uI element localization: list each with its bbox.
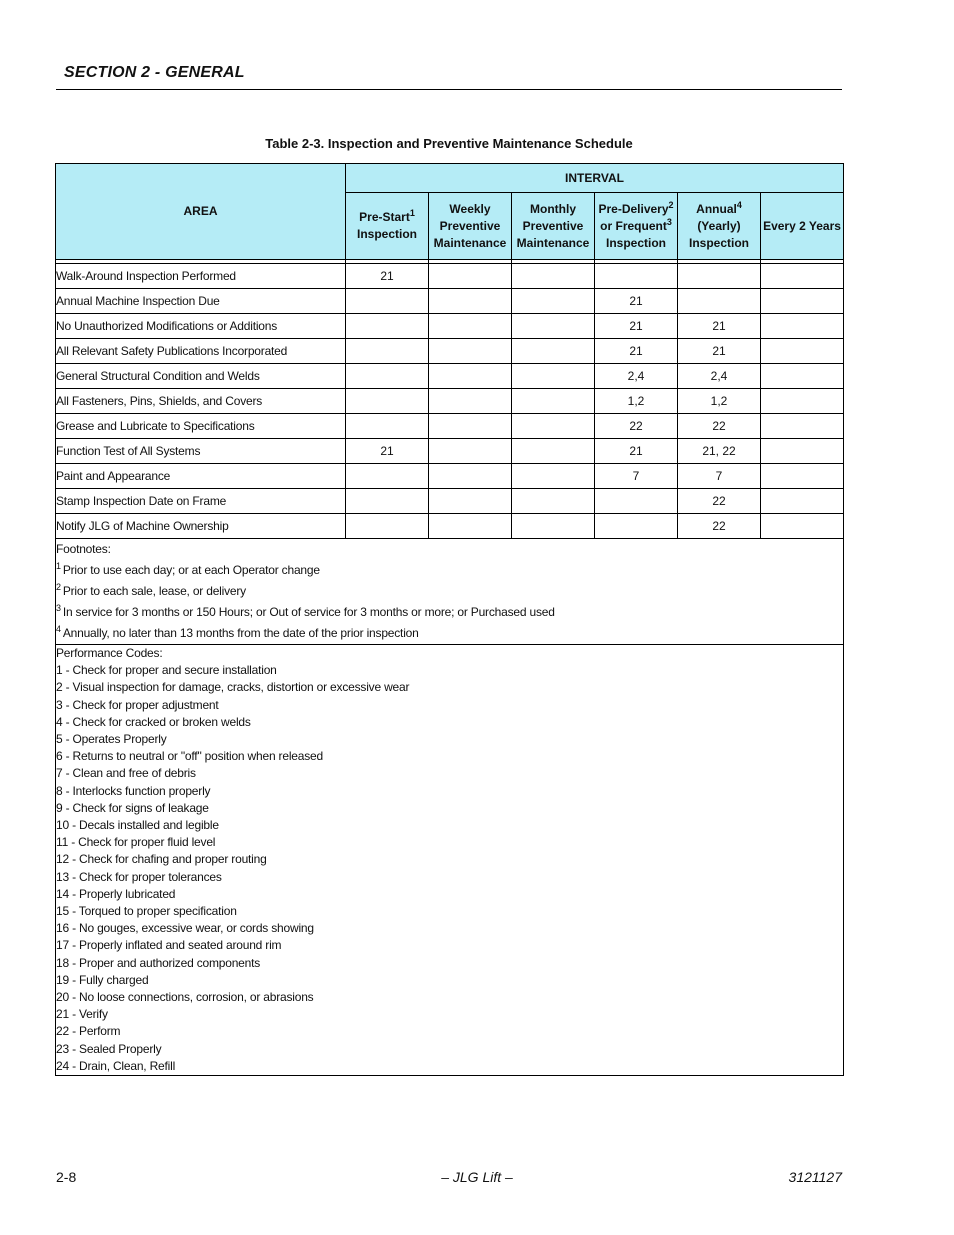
interval-value-cell xyxy=(761,289,844,314)
performance-code-item: 18 - Proper and authorized components xyxy=(56,955,261,970)
column-header-annual: Annual$^4$ (Yearly) Inspection xyxy=(678,193,761,260)
area-cell: Paint and Appearance xyxy=(56,464,346,489)
interval-value-cell xyxy=(512,364,595,389)
interval-value-cell xyxy=(761,514,844,539)
area-cell: Function Test of All Systems xyxy=(56,439,346,464)
section-title: SECTION 2 - GENERAL xyxy=(64,64,245,81)
area-cell: All Fasteners, Pins, Shields, and Covers xyxy=(56,389,346,414)
table-caption: Table 2-3. Inspection and Preventive Maintenance Schedule xyxy=(265,136,633,151)
area-cell: No Unauthorized Modifications or Additions xyxy=(56,314,346,339)
interval-value-cell xyxy=(429,514,512,539)
table-row xyxy=(56,464,844,489)
interval-value-cell xyxy=(512,314,595,339)
interval-value-cell xyxy=(429,489,512,514)
performance-code-item: 22 - Perform xyxy=(56,1024,121,1039)
table-row xyxy=(56,289,844,314)
performance-code-item: 5 - Operates Properly xyxy=(56,732,167,747)
interval-value-cell xyxy=(595,514,678,539)
interval-value-cell xyxy=(761,264,844,289)
footnote-mark: 2 xyxy=(56,582,61,592)
interval-value-cell: 21 xyxy=(595,439,678,464)
footnotes-block xyxy=(56,539,844,645)
interval-value-cell xyxy=(512,439,595,464)
area-header: AREA xyxy=(56,164,346,260)
footnotes-title: Footnotes: xyxy=(56,542,111,556)
interval-value-cell xyxy=(512,514,595,539)
performance-code-item: 20 - No loose connections, corrosion, or abrasions xyxy=(56,990,314,1005)
interval-value-cell xyxy=(512,464,595,489)
footnote-mark: 4 xyxy=(56,624,61,634)
interval-value-cell xyxy=(346,289,429,314)
interval-value-cell xyxy=(512,264,595,289)
footnote-item xyxy=(56,602,843,623)
table-row xyxy=(56,489,844,514)
interval-value-cell xyxy=(595,264,678,289)
column-header-pre-start: Pre-Start$^1$ Inspection xyxy=(346,193,429,260)
area-cell: Grease and Lubricate to Specifications xyxy=(56,414,346,439)
document-number: 3121127 xyxy=(788,1169,842,1185)
interval-value-cell xyxy=(678,289,761,314)
performance-code-item: 12 - Check for chafing and proper routing xyxy=(56,852,267,867)
interval-value-cell: 22 xyxy=(678,489,761,514)
performance-code-item: 10 - Decals installed and legible xyxy=(56,818,219,833)
column-header-pre-delivery: Pre-Delivery$^2$ or Frequent$^3$ Inspection xyxy=(595,193,678,260)
footnote-mark: 3 xyxy=(56,603,61,613)
interval-value-cell: 22 xyxy=(595,414,678,439)
performance-codes-title: Performance Codes: xyxy=(56,646,163,660)
performance-code-item: 9 - Check for signs of leakage xyxy=(56,800,209,815)
area-cell: Annual Machine Inspection Due xyxy=(56,289,346,314)
interval-value-cell xyxy=(512,389,595,414)
interval-value-cell xyxy=(429,439,512,464)
column-header-every-2-years: Every 2 Years xyxy=(761,193,844,260)
interval-value-cell xyxy=(761,464,844,489)
performance-code-item: 16 - No gouges, excessive wear, or cords showing xyxy=(56,921,314,936)
interval-value-cell: 21 xyxy=(678,314,761,339)
interval-value-cell: 1,2 xyxy=(678,389,761,414)
footnote-text: Prior to use each day; or at each Operator change xyxy=(62,563,320,577)
footnote-mark: 1 xyxy=(56,561,61,571)
maintenance-schedule-table xyxy=(55,163,844,1076)
interval-value-cell xyxy=(761,414,844,439)
performance-code-item: 2 - Visual inspection for damage, cracks, distortion or excessive wear xyxy=(56,680,410,695)
performance-code-item: 4 - Check for cracked or broken welds xyxy=(56,714,251,729)
interval-value-cell xyxy=(761,389,844,414)
performance-code-item: 19 - Fully charged xyxy=(56,972,149,987)
interval-value-cell xyxy=(429,339,512,364)
performance-code-item: 8 - Interlocks function properly xyxy=(56,783,211,798)
interval-value-cell xyxy=(761,364,844,389)
interval-value-cell: 21 xyxy=(595,314,678,339)
area-cell: Stamp Inspection Date on Frame xyxy=(56,489,346,514)
performance-code-item: 7 - Clean and free of debris xyxy=(56,766,196,781)
interval-value-cell: 21 xyxy=(595,339,678,364)
performance-code-item: 23 - Sealed Properly xyxy=(56,1041,162,1056)
interval-value-cell: 21 xyxy=(678,339,761,364)
table-row xyxy=(56,364,844,389)
performance-code-item: 17 - Properly inflated and seated around rim xyxy=(56,938,282,953)
interval-value-cell xyxy=(429,264,512,289)
interval-value-cell: 2,4 xyxy=(678,364,761,389)
interval-value-cell xyxy=(346,489,429,514)
interval-value-cell xyxy=(429,464,512,489)
performance-code-item: 24 - Drain, Clean, Refill xyxy=(56,1058,176,1073)
interval-value-cell xyxy=(429,389,512,414)
performance-code-item: 21 - Verify xyxy=(56,1007,108,1022)
table-row xyxy=(56,264,844,289)
interval-value-cell xyxy=(346,414,429,439)
column-header-monthly: Monthly Preventive Maintenance xyxy=(512,193,595,260)
interval-value-cell: 21 xyxy=(346,264,429,289)
area-cell: Walk-Around Inspection Performed xyxy=(56,264,346,289)
interval-value-cell: 2,4 xyxy=(595,364,678,389)
interval-value-cell xyxy=(512,339,595,364)
interval-value-cell xyxy=(429,314,512,339)
area-cell: General Structural Condition and Welds xyxy=(56,364,346,389)
table-row xyxy=(56,414,844,439)
performance-code-item: 15 - Torqued to proper specification xyxy=(56,904,237,919)
table-row xyxy=(56,439,844,464)
performance-code-item: 13 - Check for proper tolerances xyxy=(56,869,222,884)
interval-value-cell: 21, 22 xyxy=(678,439,761,464)
page-number: 2-8 xyxy=(56,1169,77,1185)
interval-value-cell xyxy=(512,289,595,314)
area-cell: Notify JLG of Machine Ownership xyxy=(56,514,346,539)
footnote-item xyxy=(56,560,843,581)
performance-code-item: 11 - Check for proper fluid level xyxy=(56,835,216,850)
column-header-weekly: Weekly Preventive Maintenance xyxy=(429,193,512,260)
interval-value-cell xyxy=(512,414,595,439)
performance-code-item: 14 - Properly lubricated xyxy=(56,886,176,901)
interval-value-cell: 1,2 xyxy=(595,389,678,414)
interval-value-cell xyxy=(346,389,429,414)
interval-value-cell xyxy=(346,514,429,539)
performance-code-item: 1 - Check for proper and secure installation xyxy=(56,663,277,678)
interval-value-cell xyxy=(346,339,429,364)
footnote-text: Annually, no later than 13 months from the date of the prior inspection xyxy=(62,626,419,640)
interval-value-cell xyxy=(429,414,512,439)
performance-codes-block xyxy=(56,645,844,1076)
interval-value-cell xyxy=(761,314,844,339)
interval-value-cell xyxy=(595,489,678,514)
interval-value-cell xyxy=(346,464,429,489)
interval-header: INTERVAL xyxy=(346,164,844,193)
interval-value-cell xyxy=(512,489,595,514)
interval-value-cell: 7 xyxy=(595,464,678,489)
interval-value-cell: 21 xyxy=(346,439,429,464)
interval-value-cell: 22 xyxy=(678,414,761,439)
table-row xyxy=(56,514,844,539)
interval-value-cell xyxy=(346,314,429,339)
interval-value-cell xyxy=(346,364,429,389)
performance-code-item: 3 - Check for proper adjustment xyxy=(56,697,219,712)
performance-code-item: 6 - Returns to neutral or "off" position when released xyxy=(56,749,323,764)
footnote-item xyxy=(56,581,843,602)
table-row xyxy=(56,314,844,339)
interval-value-cell: 21 xyxy=(595,289,678,314)
interval-value-cell: 22 xyxy=(678,514,761,539)
interval-value-cell xyxy=(429,289,512,314)
footnote-text: In service for 3 months or 150 Hours; or Out of service for 3 months or more; or Purchased used xyxy=(62,605,555,619)
area-cell: All Relevant Safety Publications Incorporated xyxy=(56,339,346,364)
interval-value-cell xyxy=(761,439,844,464)
table-row xyxy=(56,339,844,364)
interval-value-cell xyxy=(678,264,761,289)
interval-value-cell xyxy=(761,339,844,364)
interval-value-cell xyxy=(429,364,512,389)
footnote-text: Prior to each sale, lease, or delivery xyxy=(62,584,246,598)
interval-value-cell xyxy=(761,489,844,514)
footnote-item xyxy=(56,623,843,644)
header-rule xyxy=(56,89,842,90)
table-row xyxy=(56,389,844,414)
interval-value-cell: 7 xyxy=(678,464,761,489)
footer-publisher: – JLG Lift – xyxy=(441,1169,513,1185)
